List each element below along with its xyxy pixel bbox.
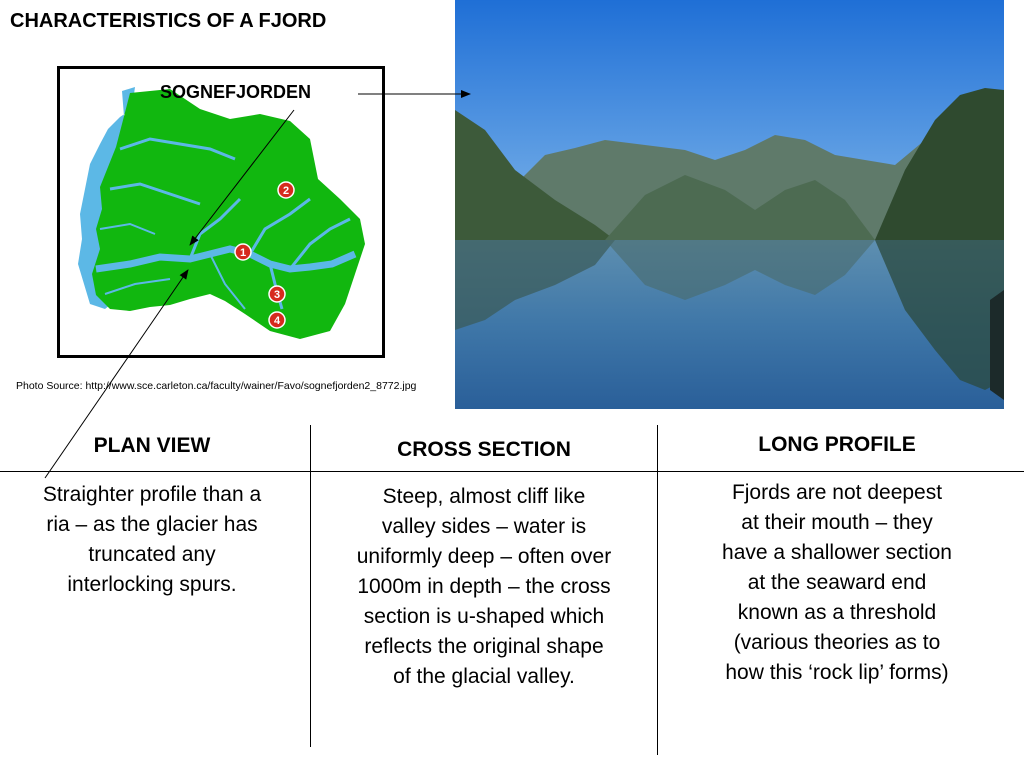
svg-text:3: 3 [273,289,281,301]
heading-plan-view: PLAN VIEW [93,434,211,457]
heading-cross-section: CROSS SECTION [397,438,571,461]
long-profile-text: Fjords are not deepest at their mouth – they have a shallower section at the seaward end known as a threshold (various theories as to how this ‘rock lip’ forms) [722,481,952,684]
svg-text:4: 4 [273,315,281,327]
plan-view-text: Straighter profile than a ria – as the glacier has truncated any interlocking spurs. [42,483,262,596]
page-title: CHARACTERISTICS OF A FJORD [10,10,327,32]
heading-long-profile: LONG PROFILE [758,433,916,456]
arrow-to-fjord [190,110,294,245]
column-divider-2 [657,425,658,755]
table-divider [0,471,1024,472]
column-divider-1 [310,425,311,747]
photo-source-caption: Photo Source: http://www.sce.carleton.ca/faculty/wainer/Favo/sognefjorden2_8772.jpg [16,380,417,392]
svg-text:2: 2 [282,185,290,197]
cross-section-text: Steep, almost cliff like valley sides – water is uniformly deep – often over 1000m in depth – the cross section is u-shaped which reflects the original shape of the glacial valley. [356,485,612,688]
svg-text:1: 1 [239,247,247,259]
map-label: SOGNEFJORDEN [160,82,312,102]
